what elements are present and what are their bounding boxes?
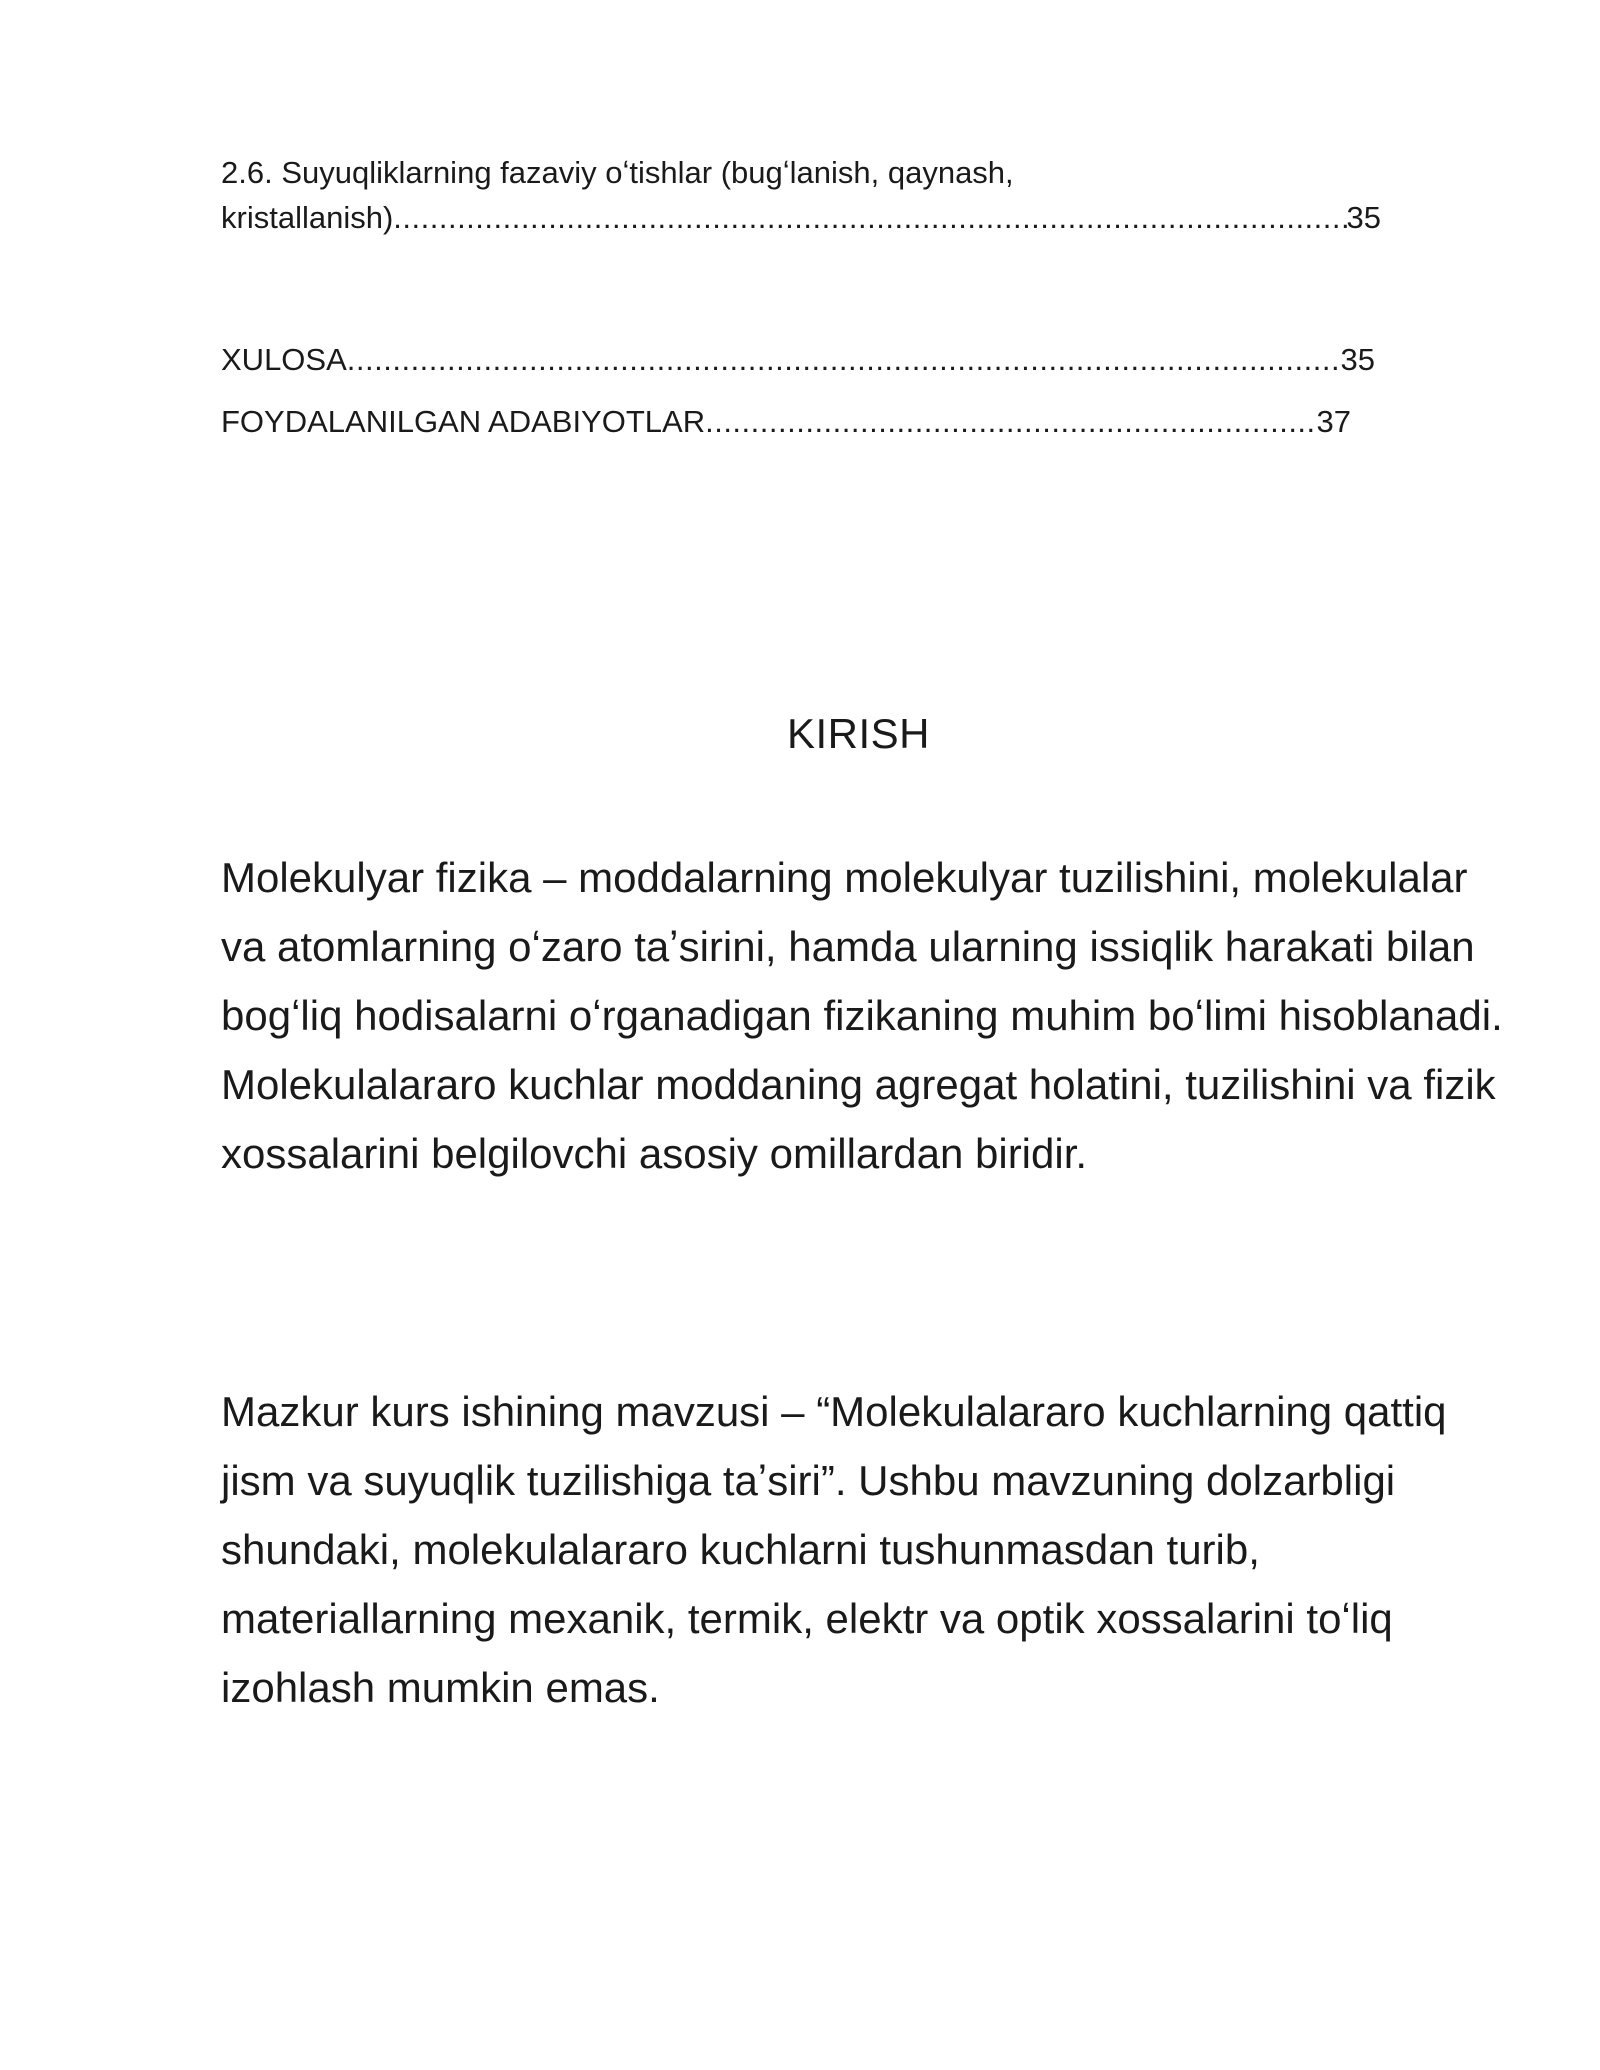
section-heading: KIRISH [786, 710, 931, 757]
body-paragraph: Molekulyar fizika – moddalarning molekulyar tuzilishini, molekulalar va atomlarning oʻzaro taʼsirini, hamda ularning issiqlik harakati bilan bogʻliq hodisalarni oʻrganadigan fizikaning muhim boʻlimi hisoblanadi. Molekulalararo kuchlar moddaning agregat holatini, tuzilishini va fizik xossalarini belgilovchi asosiy omillardan biridir. [221, 854, 1503, 1177]
toc-entry-2-6-title: 2.6. Suyuqliklarning fazaviy oʻtishlar (bugʻlanish, qaynash, [221, 155, 1014, 190]
toc-page-number: 35 [1346, 200, 1381, 235]
toc-entry-xulosa [221, 342, 1375, 378]
toc-entry-adabiyotlar [221, 404, 1351, 440]
toc-page-number: 35 [1340, 342, 1375, 377]
toc-entry-2-6 [221, 200, 1381, 236]
toc-leader-dots [347, 342, 1341, 378]
toc-entry-label: FOYDALANILGAN ADABIYOTLAR [221, 404, 706, 439]
toc-entry-2-6-title-cont: kristallanish) [221, 200, 394, 235]
toc-entry-label: XULOSA [221, 342, 347, 377]
toc-page-number: 37 [1316, 404, 1351, 439]
toc-leader-dots [393, 200, 1346, 236]
table-of-contents [221, 146, 1381, 440]
toc-leader-dots [705, 404, 1316, 440]
body-paragraph: Mazkur kurs ishining mavzusi – “Molekulalararo kuchlarning qattiq jism va suyuqlik tuzilishiga taʼsiri”. Ushbu mavzuning dolzarbligi shundaki, molekulalararo kuchlarni tushunmasdan turib, materiallarning mexanik, termik, elektr va optik xossalarini toʻliq izohlash mumkin emas. [221, 1388, 1447, 1711]
